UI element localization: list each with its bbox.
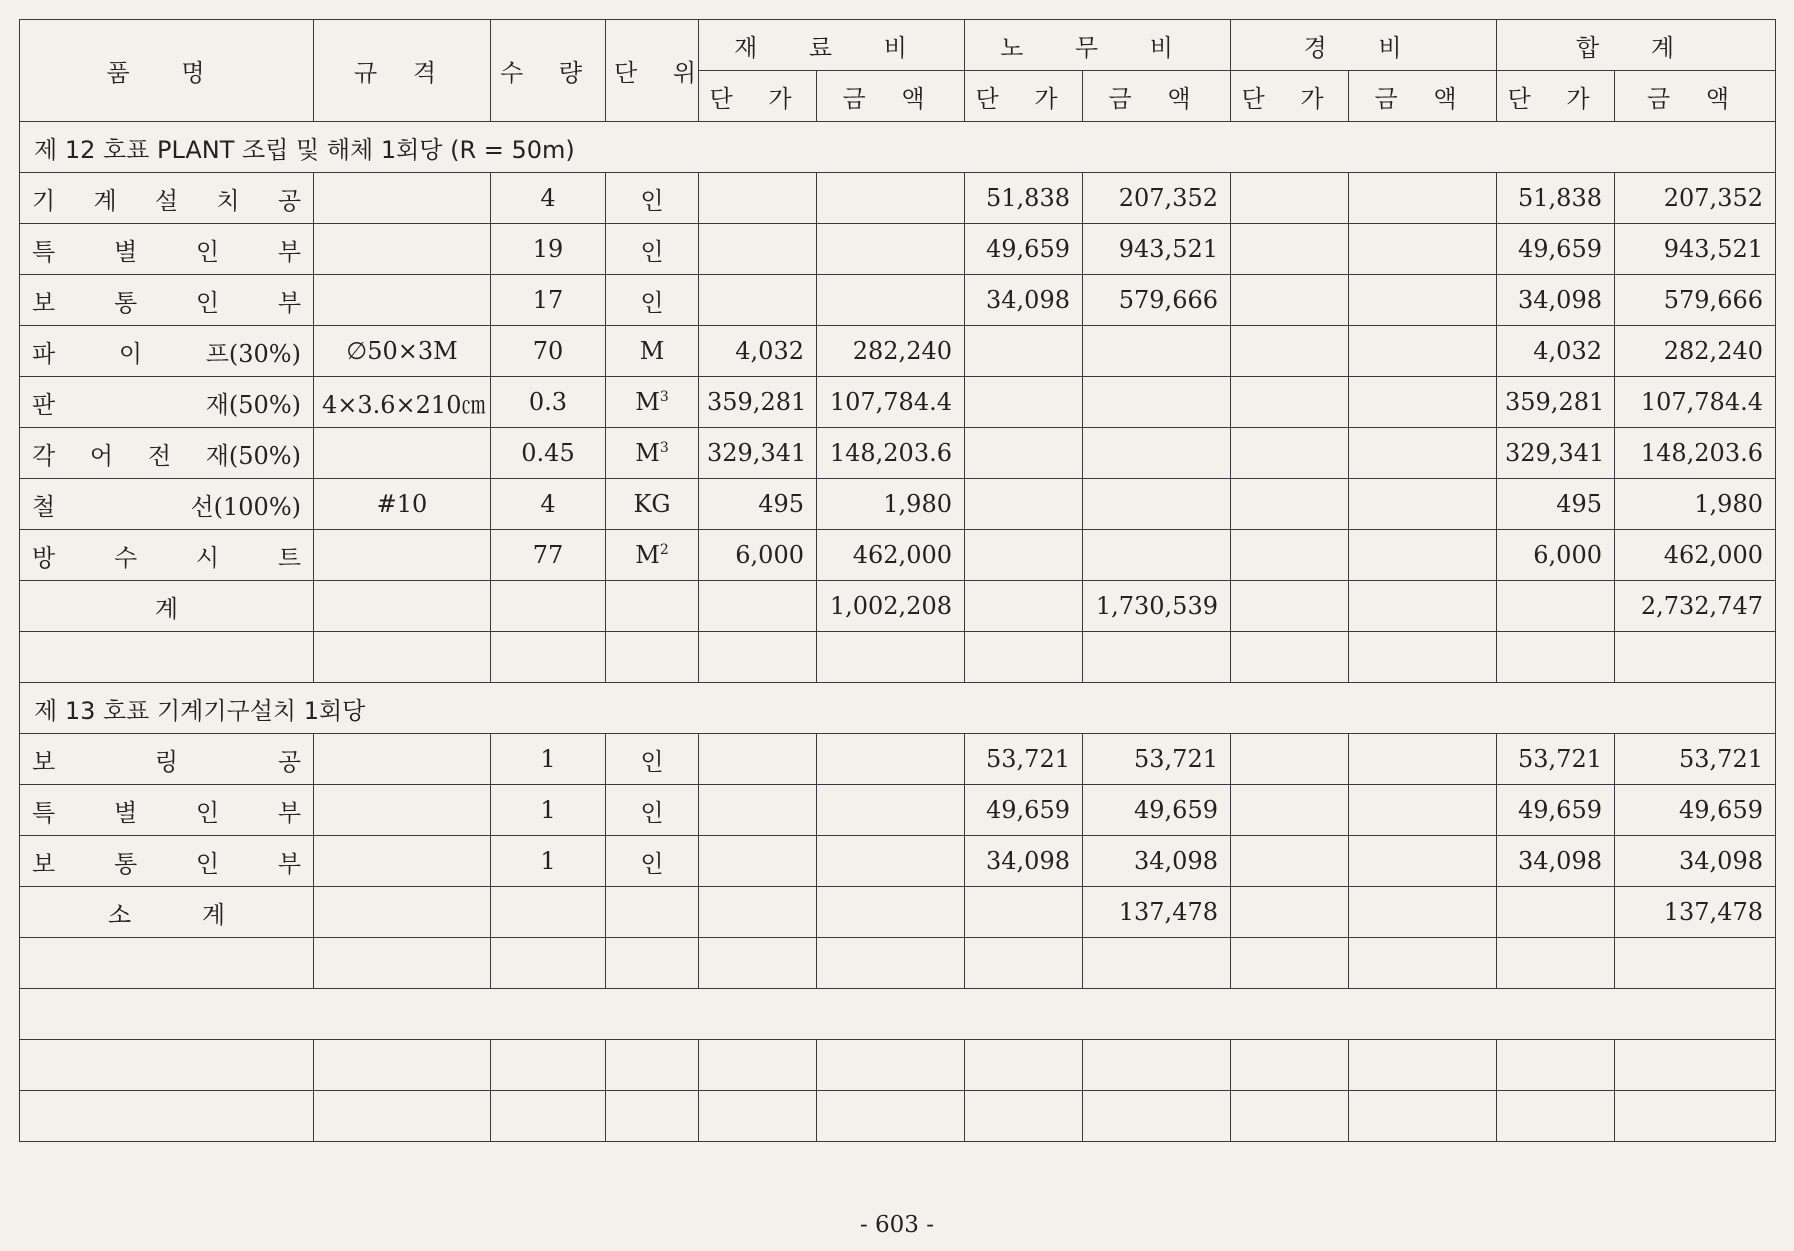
total-unit-price: 329,341 xyxy=(1497,428,1615,479)
item-name: 파 이 프(30%) xyxy=(32,339,301,368)
section-12-title: 제 12 호표 PLANT 조립 및 해체 1회당 (R = 50m) xyxy=(20,122,1776,173)
total-unit-price: 34,098 xyxy=(1497,275,1615,326)
spec-cell xyxy=(314,275,491,326)
unit-cell: 인 xyxy=(606,785,699,836)
subtotal-label: 계 xyxy=(20,581,314,632)
material-amount: 462,000 xyxy=(817,530,965,581)
qty-cell: 19 xyxy=(491,224,606,275)
unit-cell: $M^3$ xyxy=(606,377,699,428)
item-name-cell xyxy=(20,326,314,377)
labor-unit-price xyxy=(965,428,1083,479)
material-unit-price xyxy=(699,173,817,224)
empty-row xyxy=(20,989,1776,1040)
expense-amount xyxy=(1349,479,1497,530)
expense-amount xyxy=(1349,275,1497,326)
material-unit-price: 359,281 xyxy=(699,377,817,428)
total-amount: 282,240 xyxy=(1615,326,1776,377)
header-item-name: 품 명 xyxy=(20,20,314,122)
spec-cell xyxy=(314,785,491,836)
unit-cell: M xyxy=(606,326,699,377)
material-amount xyxy=(817,734,965,785)
expense-unit-price xyxy=(1231,836,1349,887)
item-name-cell xyxy=(20,479,314,530)
labor-amount: 579,666 xyxy=(1083,275,1231,326)
expense-amount xyxy=(1349,530,1497,581)
item-name: 각 어 전 재(50%) xyxy=(32,441,301,470)
spec-cell xyxy=(314,173,491,224)
unit-cell: $M^3$ xyxy=(606,428,699,479)
material-unit-price: 4,032 xyxy=(699,326,817,377)
expense-amount xyxy=(1349,326,1497,377)
expense-unit-price xyxy=(1231,530,1349,581)
item-name: 판 재(50%) xyxy=(32,390,301,419)
material-amount xyxy=(817,836,965,887)
spec-cell xyxy=(314,224,491,275)
item-name: 보 통 인 부 xyxy=(32,288,301,317)
blank-row xyxy=(20,632,1776,683)
labor-amount xyxy=(1083,377,1231,428)
total-unit-price: 49,659 xyxy=(1497,785,1615,836)
header-lab-unit-price: 단 가 xyxy=(965,71,1083,122)
expense-unit-price xyxy=(1231,785,1349,836)
material-unit-price xyxy=(699,224,817,275)
material-amount xyxy=(817,275,965,326)
expense-amount xyxy=(1349,785,1497,836)
labor-unit-price: 49,659 xyxy=(965,224,1083,275)
total-unit-price: 495 xyxy=(1497,479,1615,530)
subtotal-labor-amount: 137,478 xyxy=(1083,887,1231,938)
total-unit-price: 359,281 xyxy=(1497,377,1615,428)
labor-unit-price xyxy=(965,326,1083,377)
header-expense: 경 비 xyxy=(1231,20,1497,71)
total-amount: 579,666 xyxy=(1615,275,1776,326)
expense-unit-price xyxy=(1231,377,1349,428)
total-unit-price: 49,659 xyxy=(1497,224,1615,275)
empty-row xyxy=(20,938,1776,989)
unit-cell: 인 xyxy=(606,836,699,887)
header-qty: 수 량 xyxy=(491,20,606,122)
material-amount: 107,784.4 xyxy=(817,377,965,428)
expense-amount xyxy=(1349,428,1497,479)
total-amount: 107,784.4 xyxy=(1615,377,1776,428)
table-row xyxy=(20,275,1776,326)
header-lab-amount: 금 액 xyxy=(1083,71,1231,122)
unit-cell: $M^2$ xyxy=(606,530,699,581)
item-name-cell xyxy=(20,836,314,887)
item-name: 철 선(100%) xyxy=(32,492,301,521)
header-spec: 규 격 xyxy=(314,20,491,122)
item-name-cell xyxy=(20,275,314,326)
total-unit-price: 4,032 xyxy=(1497,326,1615,377)
material-unit-price xyxy=(699,275,817,326)
labor-amount: 53,721 xyxy=(1083,734,1231,785)
labor-unit-price xyxy=(965,530,1083,581)
header-mat-amount: 금 액 xyxy=(817,71,965,122)
expense-unit-price xyxy=(1231,224,1349,275)
material-unit-price xyxy=(699,734,817,785)
section-13-title: 제 13 호표 기계기구설치 1회당 xyxy=(20,683,1776,734)
qty-cell: 1 xyxy=(491,785,606,836)
labor-unit-price: 49,659 xyxy=(965,785,1083,836)
labor-unit-price: 34,098 xyxy=(965,275,1083,326)
table-row xyxy=(20,173,1776,224)
labor-amount: 943,521 xyxy=(1083,224,1231,275)
material-unit-price xyxy=(699,785,817,836)
spec-cell xyxy=(314,734,491,785)
item-name-cell xyxy=(20,530,314,581)
labor-amount: 49,659 xyxy=(1083,785,1231,836)
table-row xyxy=(20,326,1776,377)
header-tot-amount: 금 액 xyxy=(1615,71,1776,122)
qty-cell: 70 xyxy=(491,326,606,377)
spec-cell: 4×3.6×210㎝ xyxy=(314,377,491,428)
unit-cell: 인 xyxy=(606,275,699,326)
table-row xyxy=(20,377,1776,428)
item-name-cell xyxy=(20,173,314,224)
unit-cell: 인 xyxy=(606,173,699,224)
empty-row xyxy=(20,1040,1776,1091)
total-amount: 462,000 xyxy=(1615,530,1776,581)
unit-cell: KG xyxy=(606,479,699,530)
qty-cell: 17 xyxy=(491,275,606,326)
expense-unit-price xyxy=(1231,734,1349,785)
expense-amount xyxy=(1349,734,1497,785)
total-unit-price: 53,721 xyxy=(1497,734,1615,785)
qty-cell: 1 xyxy=(491,734,606,785)
material-unit-price xyxy=(699,836,817,887)
material-amount: 1,980 xyxy=(817,479,965,530)
labor-unit-price: 53,721 xyxy=(965,734,1083,785)
subtotal-label: 소 계 xyxy=(108,900,225,929)
qty-cell: 4 xyxy=(491,173,606,224)
total-amount: 1,980 xyxy=(1615,479,1776,530)
total-amount: 207,352 xyxy=(1615,173,1776,224)
spec-cell xyxy=(314,428,491,479)
labor-amount: 34,098 xyxy=(1083,836,1231,887)
qty-cell: 0.3 xyxy=(491,377,606,428)
labor-unit-price: 34,098 xyxy=(965,836,1083,887)
labor-unit-price: 51,838 xyxy=(965,173,1083,224)
total-amount: 148,203.6 xyxy=(1615,428,1776,479)
page-number: - 603 - xyxy=(859,1212,935,1238)
table-row xyxy=(20,479,1776,530)
material-unit-price: 329,341 xyxy=(699,428,817,479)
spec-cell xyxy=(314,836,491,887)
material-amount xyxy=(817,224,965,275)
material-amount xyxy=(817,785,965,836)
expense-unit-price xyxy=(1231,173,1349,224)
total-amount: 49,659 xyxy=(1615,785,1776,836)
expense-amount xyxy=(1349,836,1497,887)
item-name-cell xyxy=(20,734,314,785)
material-amount: 148,203.6 xyxy=(817,428,965,479)
total-unit-price: 6,000 xyxy=(1497,530,1615,581)
item-name: 기 계 설 치 공 xyxy=(32,186,301,215)
unit-cell: 인 xyxy=(606,734,699,785)
item-name-cell xyxy=(20,377,314,428)
table-row xyxy=(20,428,1776,479)
labor-unit-price xyxy=(965,377,1083,428)
table-row xyxy=(20,530,1776,581)
labor-amount: 207,352 xyxy=(1083,173,1231,224)
total-unit-price: 34,098 xyxy=(1497,836,1615,887)
qty-cell: 0.45 xyxy=(491,428,606,479)
header-tot-unit-price: 단 가 xyxy=(1497,71,1615,122)
expense-unit-price xyxy=(1231,479,1349,530)
expense-unit-price xyxy=(1231,275,1349,326)
item-name: 보 링 공 xyxy=(32,747,301,776)
qty-cell: 1 xyxy=(491,836,606,887)
subtotal-labor-amount: 1,730,539 xyxy=(1083,581,1231,632)
header-exp-amount: 금 액 xyxy=(1349,71,1497,122)
expense-amount xyxy=(1349,173,1497,224)
total-unit-price: 51,838 xyxy=(1497,173,1615,224)
header-unit: 단 위 xyxy=(606,20,699,122)
total-amount: 34,098 xyxy=(1615,836,1776,887)
total-amount: 943,521 xyxy=(1615,224,1776,275)
header-exp-unit-price: 단 가 xyxy=(1231,71,1349,122)
expense-amount xyxy=(1349,377,1497,428)
header-total: 합 계 xyxy=(1497,20,1776,71)
estimate-table xyxy=(19,19,1776,1142)
item-name: 보 통 인 부 xyxy=(32,849,301,878)
unit-cell: 인 xyxy=(606,224,699,275)
expense-unit-price xyxy=(1231,428,1349,479)
empty-row xyxy=(20,1091,1776,1142)
table-row xyxy=(20,785,1776,836)
subtotal-total-amount: 2,732,747 xyxy=(1615,581,1776,632)
item-name: 특 별 인 부 xyxy=(32,798,301,827)
table-row xyxy=(20,734,1776,785)
item-name: 특 별 인 부 xyxy=(32,237,301,266)
subtotal-material-amount: 1,002,208 xyxy=(817,581,965,632)
header-mat-unit-price: 단 가 xyxy=(699,71,817,122)
section-13-subtotal-row xyxy=(20,887,1776,938)
material-amount xyxy=(817,173,965,224)
labor-amount xyxy=(1083,428,1231,479)
table-row xyxy=(20,836,1776,887)
section-13-rows xyxy=(20,734,1776,887)
labor-amount xyxy=(1083,530,1231,581)
section-12-subtotal-row xyxy=(20,581,1776,632)
spec-cell: #10 xyxy=(314,479,491,530)
material-unit-price: 495 xyxy=(699,479,817,530)
total-amount: 53,721 xyxy=(1615,734,1776,785)
expense-unit-price xyxy=(1231,326,1349,377)
spec-cell: ∅50×3M xyxy=(314,326,491,377)
spec-cell xyxy=(314,530,491,581)
item-name-cell xyxy=(20,785,314,836)
section-12-rows xyxy=(20,173,1776,581)
material-unit-price: 6,000 xyxy=(699,530,817,581)
item-name-cell xyxy=(20,428,314,479)
subtotal-total-amount: 137,478 xyxy=(1615,887,1776,938)
qty-cell: 77 xyxy=(491,530,606,581)
labor-unit-price xyxy=(965,479,1083,530)
labor-amount xyxy=(1083,479,1231,530)
header-labor: 노 무 비 xyxy=(965,20,1231,71)
labor-amount xyxy=(1083,326,1231,377)
item-name-cell xyxy=(20,224,314,275)
header-material: 재 료 비 xyxy=(699,20,965,71)
table-row xyxy=(20,224,1776,275)
item-name: 방 수 시 트 xyxy=(32,543,301,572)
qty-cell: 4 xyxy=(491,479,606,530)
expense-amount xyxy=(1349,224,1497,275)
material-amount: 282,240 xyxy=(817,326,965,377)
